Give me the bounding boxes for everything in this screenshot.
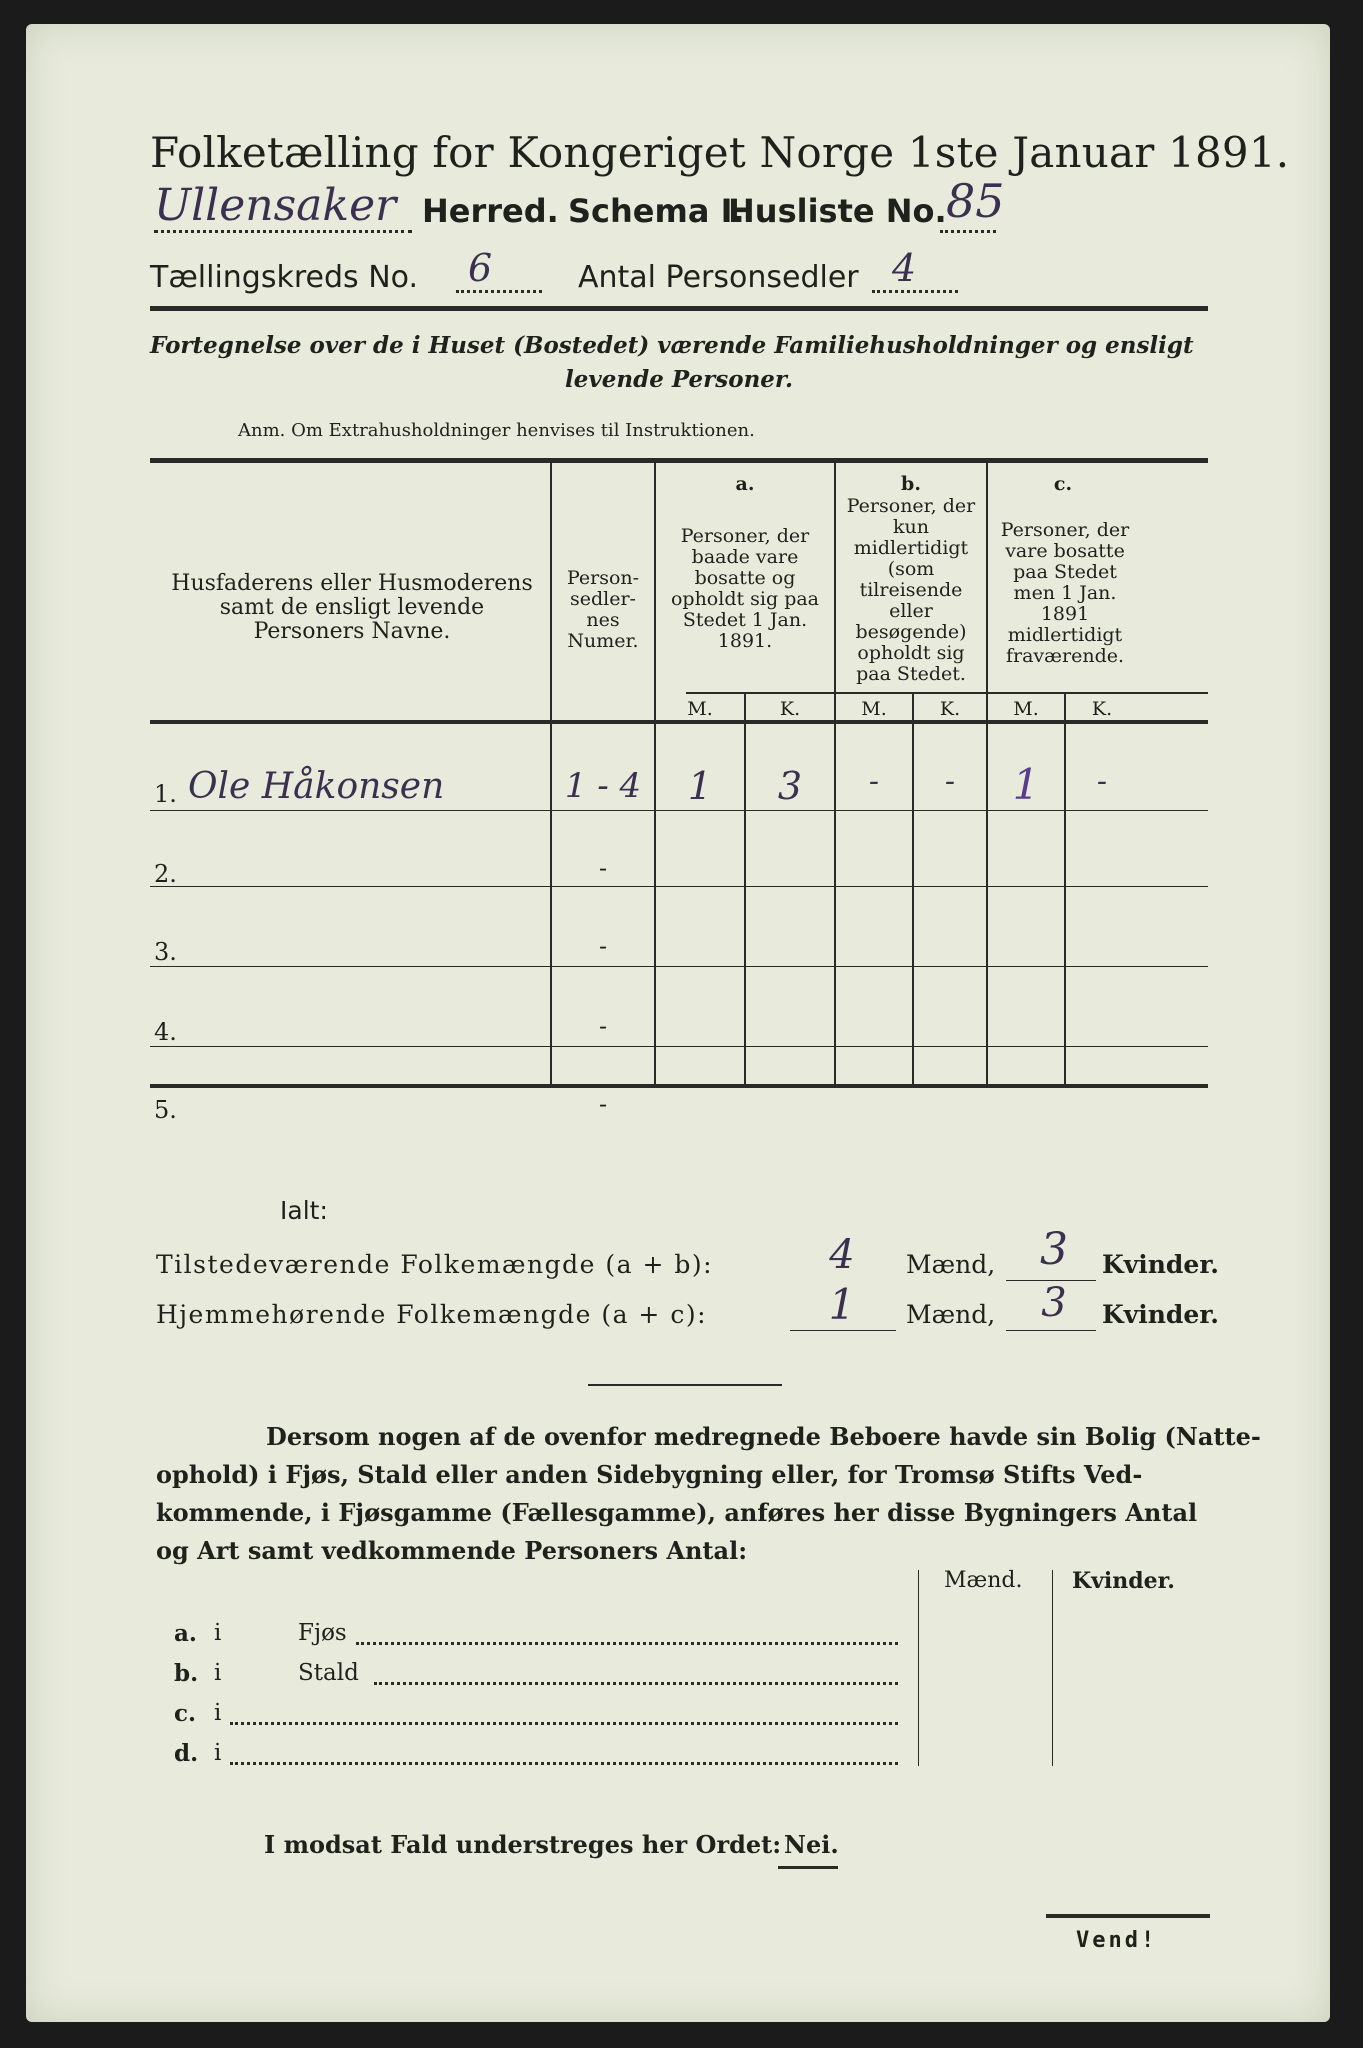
building-letter: a. <box>174 1620 197 1647</box>
husliste-label: Husliste No. <box>728 192 947 230</box>
hjemme-kvinder-value: 3 <box>1041 1280 1067 1326</box>
building-prep: i <box>214 1740 222 1766</box>
building-letter: c. <box>174 1700 197 1727</box>
building-letter: b. <box>174 1660 199 1687</box>
antal-dotted-line <box>872 290 958 293</box>
col-b-letter: b. <box>901 473 921 495</box>
vend-text: Vend! <box>1076 1928 1158 1953</box>
c-k-label: K. <box>1091 698 1113 720</box>
col-line-b-mk <box>912 692 914 1086</box>
buildings-col-line-1 <box>918 1570 919 1766</box>
col-header-a: Personer, der baade vare bosatte og opholdt sig paa Stedet 1 Jan. 1891. <box>670 525 820 652</box>
row-number: 1. <box>154 780 177 808</box>
para-line4: og Art samt vedkommende Personers Antal: <box>156 1536 748 1565</box>
nei-underline <box>778 1866 838 1869</box>
husliste-dotted-line <box>940 230 996 233</box>
section-separator <box>588 1384 782 1386</box>
row-name: Ole Håkonsen <box>188 766 445 807</box>
building-name: Fjøs <box>298 1620 347 1646</box>
row-a-m: 1 <box>687 764 713 808</box>
hjemme-maend-value: 1 <box>828 1280 856 1329</box>
tilstede-label: Tilstedeværende Folkemængde (a + b): <box>156 1250 714 1279</box>
row-a-k: 3 <box>777 764 803 808</box>
col-header-names: Husfaderens eller Husmoderens samt de ensligt levende Personers Navne. <box>171 571 533 644</box>
col-header-b: Personer, der kun midlertidigt (som tilreisende eller besøgende) opholdt sig paa Stedet. <box>846 495 976 685</box>
row-number: 2. <box>154 860 177 888</box>
building-dots <box>230 1722 898 1725</box>
schema-label: Schema I. <box>568 192 745 230</box>
col-a-letter: a. <box>735 473 755 495</box>
row-numer: - <box>598 932 608 960</box>
building-prep: i <box>214 1660 222 1686</box>
para-line3: kommende, i Fjøsgamme (Fællesgamme), anføres her disse Bygningers Antal <box>156 1498 1198 1527</box>
husliste-value: 85 <box>946 174 1005 228</box>
row-numer: 1 - 4 <box>564 766 642 806</box>
vend-rule <box>1046 1914 1210 1918</box>
building-letter: d. <box>174 1740 199 1767</box>
subheader-rule <box>686 692 1208 694</box>
header-rule <box>150 306 1208 311</box>
row-line-3 <box>150 966 1208 967</box>
b-m-label: M. <box>861 698 887 720</box>
nei-word: Nei. <box>784 1830 839 1859</box>
modsat-fald-text: I modsat Fald understreges her Ordet: <box>264 1830 782 1859</box>
intro-line2: levende Personer. <box>565 366 793 393</box>
census-form-page <box>26 24 1330 2022</box>
ialt-label: Ialt: <box>280 1196 328 1225</box>
row-c-k: - <box>1096 764 1108 799</box>
antal-label: Antal Personsedler <box>578 260 859 295</box>
building-dots <box>356 1642 898 1645</box>
row-line-2 <box>150 886 1208 887</box>
table-bottom-rule <box>150 1084 1208 1088</box>
row-c-m: 1 <box>1012 760 1040 809</box>
row-numer: - <box>598 1090 608 1118</box>
para-line1: Dersom nogen af de ovenfor medregnede Beboere havde sin Bolig (Natte- <box>266 1422 1261 1451</box>
hjemme-label: Hjemmehørende Folkemængde (a + c): <box>156 1300 707 1329</box>
buildings-kvinder-header: Kvinder. <box>1072 1568 1175 1594</box>
taellingskreds-value: 6 <box>468 246 493 290</box>
hjemme-maend-label: Mænd, <box>906 1300 996 1329</box>
b-k-label: K. <box>939 698 961 720</box>
row-b-m: - <box>868 764 880 799</box>
form-title: Folketælling for Kongeriget Norge 1ste Januar 1891. <box>150 128 1290 177</box>
intro-line1: Fortegnelse over de i Huset (Bostedet) værende Familiehusholdninger og ensligt <box>150 332 1194 359</box>
row-number: 3. <box>154 938 177 966</box>
a-m-label: M. <box>687 698 713 720</box>
row-b-k: - <box>944 764 956 799</box>
tilstede-maend-value: 4 <box>829 1232 855 1278</box>
col-header-numer: Person-sedler-nes Numer. <box>566 567 640 652</box>
buildings-col-line-2 <box>1052 1570 1053 1766</box>
taellingskreds-label: Tællingskreds No. <box>150 260 418 295</box>
para-line2: ophold) i Fjøs, Stald eller anden Sidebygning eller, for Tromsø Stifts Ved- <box>156 1460 1143 1489</box>
col-line-c-mk <box>1064 692 1066 1086</box>
hjemme-maend-line <box>790 1330 896 1331</box>
building-dots <box>230 1762 898 1765</box>
row-number: 5. <box>154 1096 177 1124</box>
herred-label: Herred. <box>422 192 559 230</box>
row-number: 4. <box>154 1018 177 1046</box>
row-numer: - <box>598 1012 608 1040</box>
tilstede-maend-label: Mænd, <box>906 1250 996 1279</box>
a-k-label: K. <box>779 698 801 720</box>
anm-note: Anm. Om Extrahusholdninger henvises til Instruktionen. <box>238 420 755 441</box>
col-line-a-mk <box>744 692 746 1086</box>
building-name: Stald <box>298 1660 359 1686</box>
antal-value: 4 <box>892 246 917 290</box>
table-top-rule <box>150 458 1208 463</box>
taellingskreds-dotted-line <box>456 290 542 293</box>
row-line-4 <box>150 1046 1208 1047</box>
col-c-letter: c. <box>1053 473 1073 495</box>
building-dots <box>374 1682 898 1685</box>
tilstede-kvinder-label: Kvinder. <box>1102 1250 1219 1279</box>
hjemme-kvinder-line <box>1006 1330 1096 1331</box>
c-m-label: M. <box>1013 698 1039 720</box>
herred-value: Ullensaker <box>154 180 397 231</box>
building-prep: i <box>214 1620 222 1646</box>
row-numer: - <box>598 854 608 882</box>
col-header-c: Personer, der vare bosatte paa Stedet men 1 Jan. 1891 midlertidigt fraværende. <box>1000 519 1130 667</box>
herred-dotted-line <box>154 230 412 233</box>
tilstede-kvinder-value: 3 <box>1040 1224 1068 1275</box>
table-header-rule <box>150 720 1208 724</box>
building-prep: i <box>214 1700 222 1726</box>
buildings-maend-header: Mænd. <box>944 1568 1023 1593</box>
row-line-1 <box>150 810 1208 811</box>
hjemme-kvinder-label: Kvinder. <box>1102 1300 1219 1329</box>
